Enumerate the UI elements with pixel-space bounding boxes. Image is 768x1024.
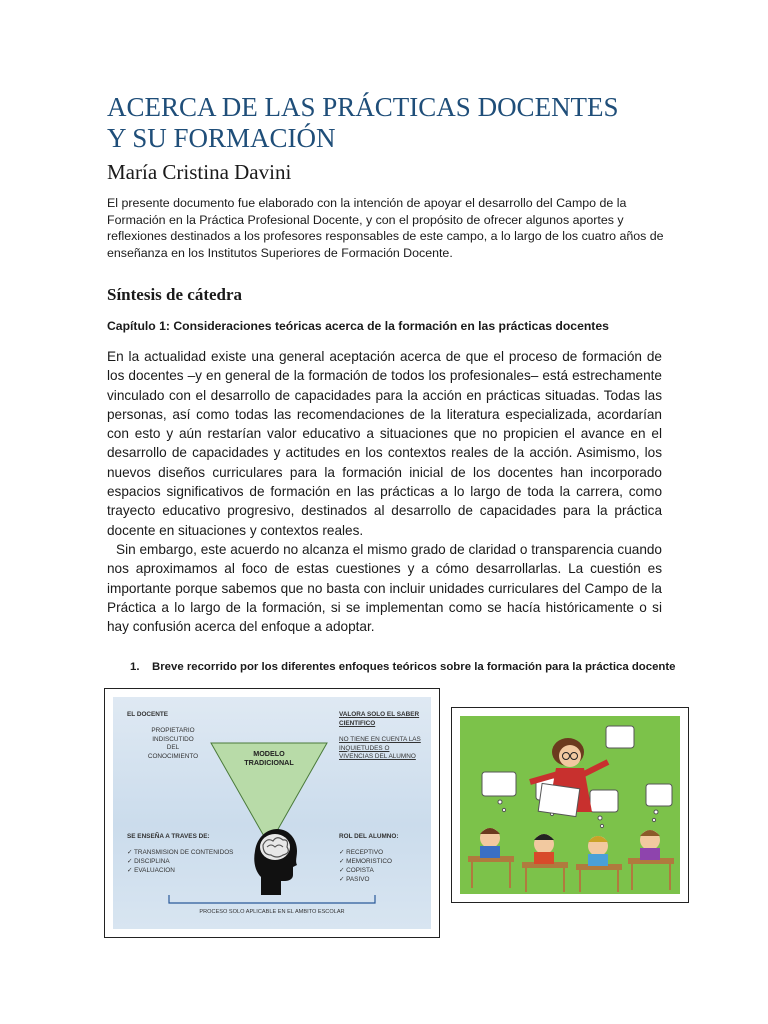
valora-text: NO TIENE EN CUENTA LAS INQUIETUDES O VIVENCIAS DEL ALUMNO bbox=[339, 736, 421, 760]
section-title: Síntesis de cátedra bbox=[107, 285, 243, 304]
ensena-title: SE ENSEÑA A TRAVES DE: bbox=[127, 833, 210, 840]
title-line-1: ACERCA DE LAS PRÁCTICAS DOCENTES bbox=[107, 92, 619, 122]
ensena-item: ✓ EVALUACION bbox=[127, 867, 175, 874]
scope-bracket bbox=[167, 893, 377, 907]
model-label: MODELO TRADICIONAL bbox=[244, 749, 294, 767]
docente-title: EL DOCENTE bbox=[127, 711, 169, 718]
body-text bbox=[107, 347, 662, 636]
valora-title: VALORA SOLO EL SABER CIENTIFICO bbox=[339, 711, 420, 727]
rol-title: ROL DEL ALUMNO: bbox=[339, 833, 399, 840]
head-silhouette-icon bbox=[251, 825, 299, 897]
list-text: Breve recorrido por los diferentes enfoques teóricos sobre la formación para la práctica docente bbox=[152, 661, 676, 673]
rol-item: ✓ RECEPTIVO bbox=[339, 849, 384, 856]
list-number: 1. bbox=[130, 661, 140, 673]
ensena-item: ✓ DISCIPLINA bbox=[127, 858, 170, 865]
title-line-2: Y SU FORMACIÓN bbox=[107, 123, 336, 153]
paragraph-2: Sin embargo, este acuerdo no alcanza el mismo grado de claridad o transparencia cuando nos aproximamos al foco de estas cuestiones y a cómo desarrollarlas. La cuestión es importante porque sabemos que no basta con incluir unidades curriculares del Campo de la Práctica a lo largo de la formación, si se implementan como se hacía históricamente o si hay confusión acerca del enfoque a adoptar. bbox=[107, 541, 662, 635]
intro-paragraph: El presente documento fue elaborado con la intención de apoyar el desarrollo del Campo de la Formación en la Práctica Profesional Docente, y con el propósito de ofrecer algunos aportes y reflexiones destinados a los profesores responsables de este campo, a lo largo de los cuatro años de enseñanza en los Institutos Superiores de Formación Docente. bbox=[107, 196, 664, 260]
process-caption: PROCESO SOLO APLICABLE EN EL AMBITO ESCOLAR bbox=[199, 909, 345, 915]
classroom-cartoon bbox=[460, 716, 680, 894]
ensena-item: ✓ TRANSMISION DE CONTENIDOS bbox=[127, 849, 234, 856]
paragraph-1: En la actualidad existe una general aceptación acerca de que el proceso de formación de los docentes –y en general de la formación de todos los profesionales– está estrechamente vinculado con el desarrollo de capacidades para la acción en prácticas situadas. Todas las personas, así como todas las recomendaciones de la literatura especializada, acordarían con esto y aún restarían valor educativo a situaciones que no propicien el avance en el desarrollo de capacidades y actitudes en los contextos reales de la acción. Asimismo, los nuevos diseños curriculares para la formación inicial de los docentes han incorporado espacios significativos de formación en las prácticas a lo largo de toda la carrera, como trayecto educativo progresivo, destinados al desarrollo de capacidades para la práctica docente en situaciones y contextos reales. bbox=[107, 349, 662, 538]
chapter-title: Capítulo 1: Consideraciones teóricas acerca de la formación en las prácticas docentes bbox=[107, 319, 609, 333]
classroom-cartoon-figure bbox=[451, 707, 689, 903]
docente-text: PROPIETARIO INDISCUTIDO DEL CONOCIMIENTO bbox=[147, 727, 199, 760]
rol-item: ✓ MEMORISTICO bbox=[339, 858, 392, 865]
document-title bbox=[107, 92, 667, 154]
author-name: María Cristina Davini bbox=[107, 160, 292, 184]
traditional-model-figure bbox=[104, 688, 440, 938]
rol-item: ✓ PASIVO bbox=[339, 876, 370, 883]
list-item-heading bbox=[130, 661, 676, 673]
traditional-model-diagram bbox=[113, 697, 431, 929]
teacher-students-illustration bbox=[460, 716, 680, 894]
rol-item: ✓ COPISTA bbox=[339, 867, 374, 874]
